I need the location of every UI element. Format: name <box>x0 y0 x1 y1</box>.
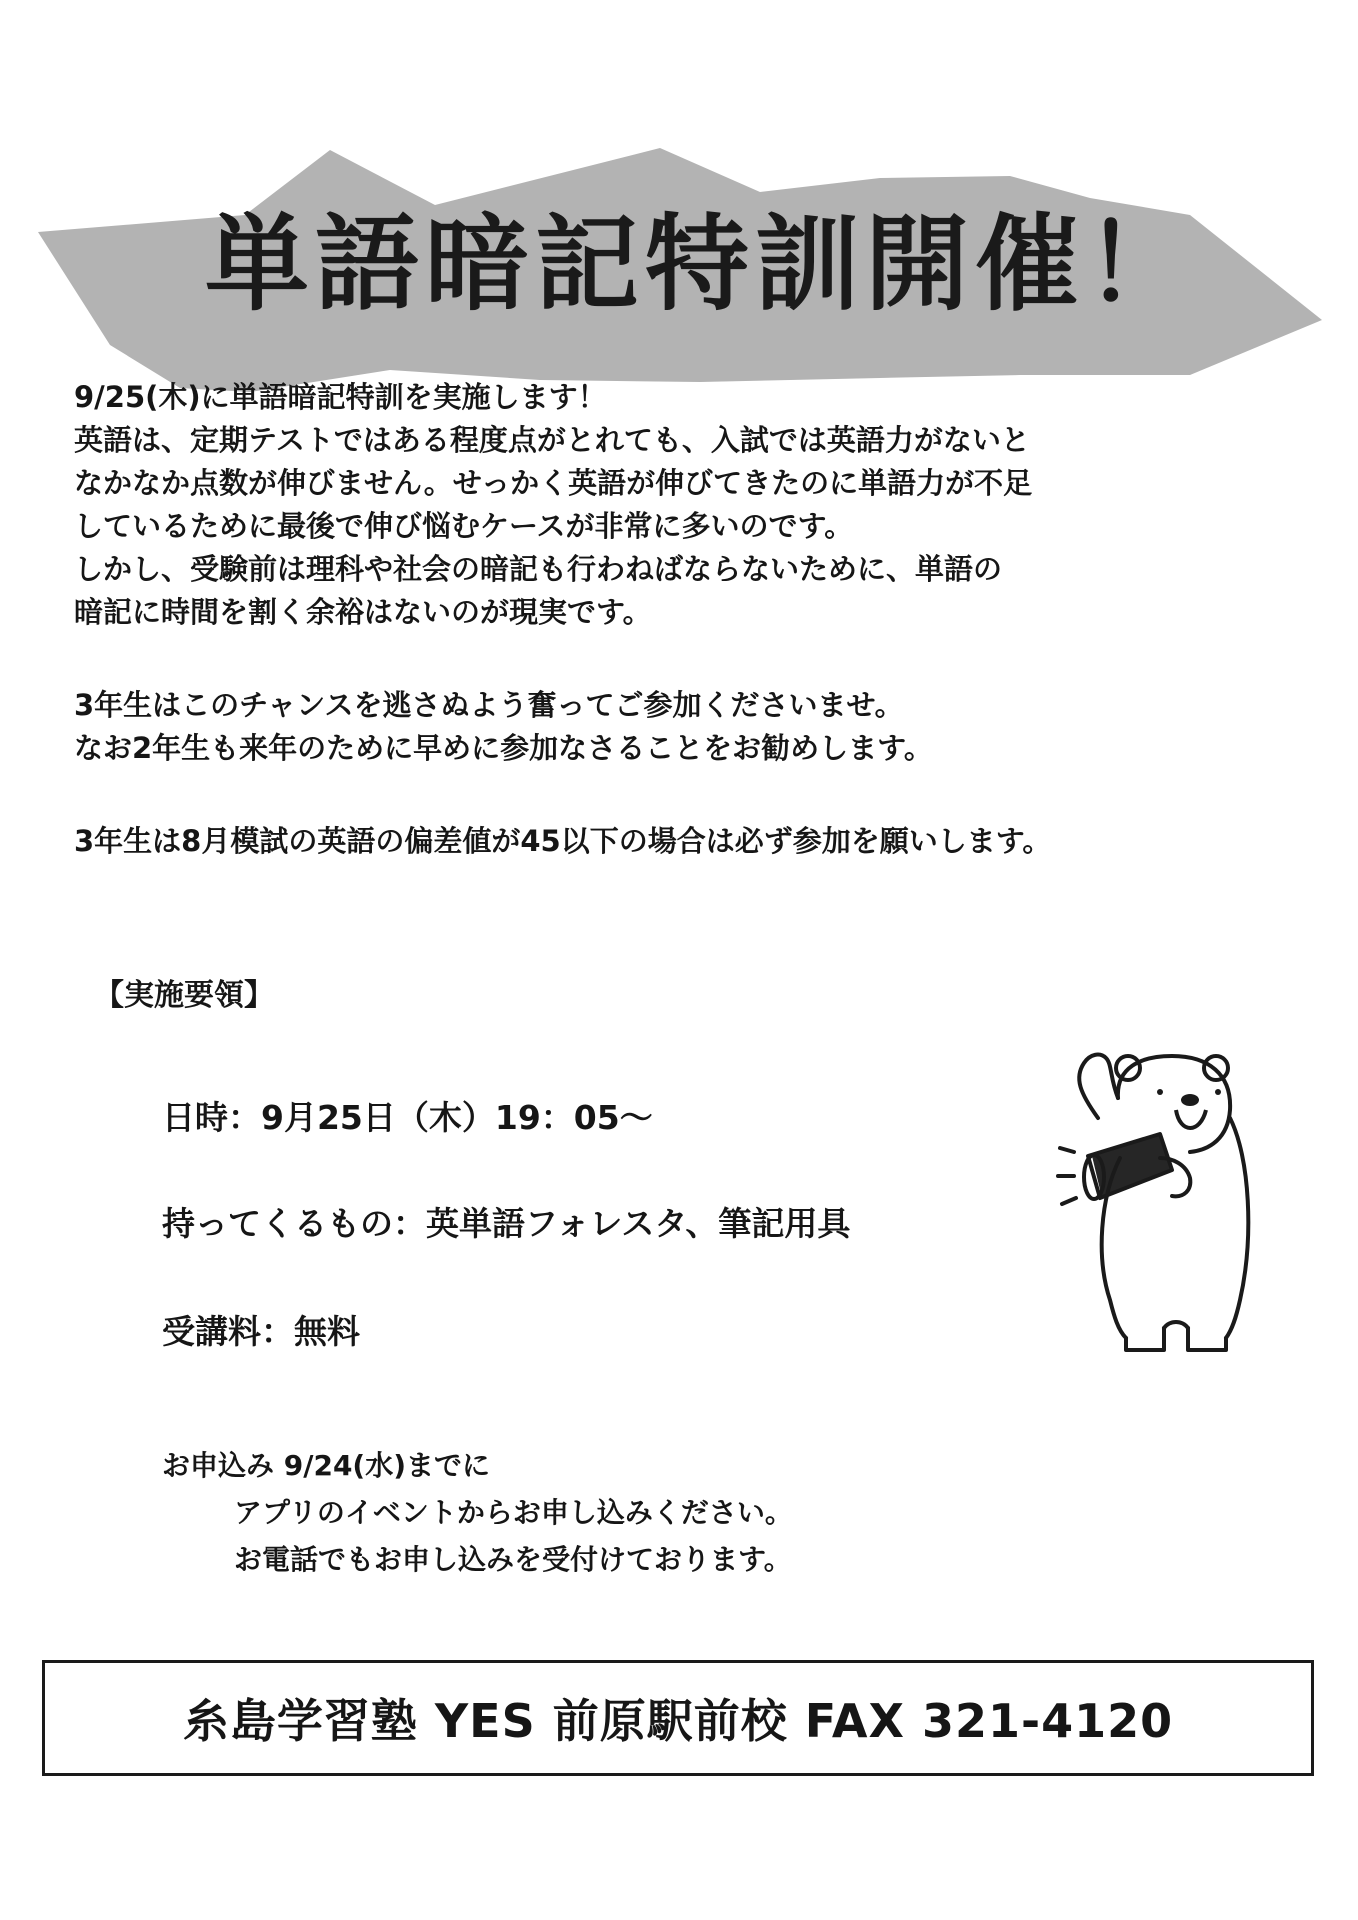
application-method: アプリのイベントからお申し込みください。 <box>234 1496 793 1529</box>
event-datetime: 日時：9月25日（木）19：05～ <box>162 1098 653 1137</box>
application-deadline: お申込み 9/24(水)までに <box>162 1449 491 1482</box>
intro-line: しかし、受験前は理科や社会の暗記も行わねばならないために、単語の <box>74 552 1003 586</box>
section-heading: 【実施要領】 <box>94 978 274 1013</box>
intro-line: 暗記に時間を割く余裕はないのが現実です。 <box>74 595 652 629</box>
intro-line: なかなか点数が伸びません。せっかく英語が伸びてきたのに単語力が不足 <box>74 466 1033 500</box>
paragraph-gap <box>74 770 1314 820</box>
paragraph-gap <box>74 634 1314 684</box>
application-info <box>162 1442 793 1583</box>
intro-line: なお2年生も来年のために早めに参加なさることをお勧めします。 <box>74 731 933 765</box>
tuition-fee: 受講料：無料 <box>162 1312 360 1351</box>
school-contact-text: 糸島学習塾 YES 前原駅前校 FAX 321-4120 <box>182 1694 1174 1748</box>
polar-bear-megaphone-icon <box>1040 1038 1260 1354</box>
intro-line: 3年生はこのチャンスを逃さぬよう奮ってご参加くださいませ。 <box>74 688 904 722</box>
intro-line: しているために最後で伸び悩むケースが非常に多いのです。 <box>74 509 854 543</box>
intro-text <box>74 376 1314 863</box>
items-to-bring: 持ってくるもの：英単語フォレスタ、筆記用具 <box>162 1204 851 1243</box>
school-contact-box <box>42 1660 1314 1776</box>
intro-line: 英語は、定期テストではある程度点がとれても、入試では英語力がないと <box>74 423 1030 457</box>
application-phone: お電話でもお申し込みを受付けております。 <box>234 1543 792 1576</box>
intro-line: 9/25(木)に単語暗記特訓を実施します！ <box>74 380 607 414</box>
page-title: 単語暗記特訓開催！ <box>204 203 1195 325</box>
intro-line: 3年生は8月模試の英語の偏差値が45以下の場合は必ず参加を願いします。 <box>74 824 1052 858</box>
